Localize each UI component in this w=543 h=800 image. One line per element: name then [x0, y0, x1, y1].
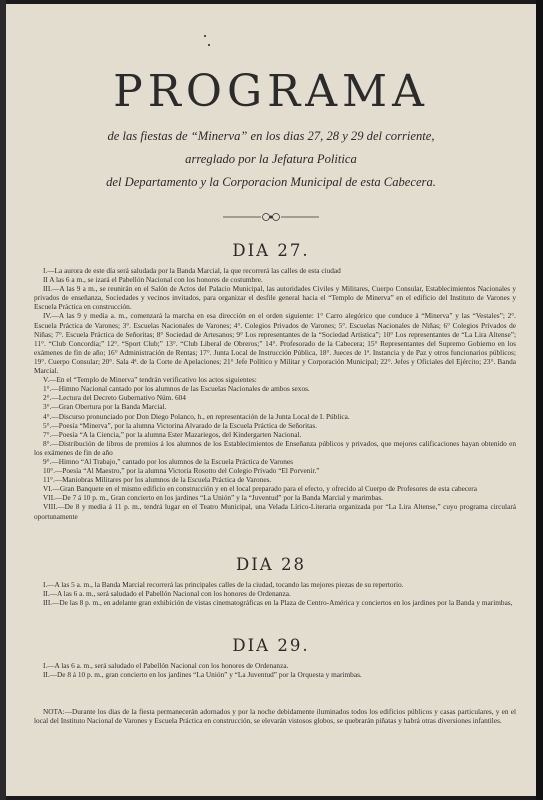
paragraph: 10°.—Poesía “Al Maestro,” por la alumna Victoria Rosotto del Colegio Privado “El Porvenir.”: [43, 466, 320, 476]
paragraph: IV.—A las 9 y media a. m., comenzará la marcha en esa dirección en el orden siguiente: 1° Carro alegórico que conduce á “Minerva” y las “Vestales”; 2°. Escuela Práctica de Varones; 3°. Escuelas Nacionales de Varones; 4°. Colegios Privados de Varones; 5°. Escuelas Nacionales de Niñas; 6° Colegios Privados de Niñas; 7°. Escuela Práctica de Señoritas; 8° Sociedad de Artesanos; 9° Los representantes de la “Sociedad Artística”; 10° Los representantes de “La Lira Altense”; 11°. “Club Concordia;” 12°. “Sport Club;” 13°. “Club Liberal de Obreros;” 14°. Profesorado de la Cabecera; 15° Representantes del Supremo Gobierno en los exámenes de fin de año; 16° Administración de Rentas; 17°. Junta Local de Instrucción Pública, 18°. Jueces de 1ª. Instancia y de Paz y otros funcionarios públicos; 19°. Cuerpo Consular; 20°. Sala 4ª. de la Corte de Apelaciones; 21° Jefe Político y Militar y Corporación Municipal; 22°. Jefes y Oficiales del Ejército; 23°. Banda Marcial.: [34, 311, 516, 376]
paragraph: 9°.—Himno “Al Trabajo,” cantado por los alumnos de la Escuela Práctica de Varones: [43, 456, 294, 466]
day-27-body: [34, 266, 516, 521]
paragraph: VII.—De 7 á 10 p. m., Gran concierto en los jardines “La Unión” y la “Juventud” por la Banda Marcial y marimbas.: [43, 493, 384, 503]
paragraph: 1°.—Himno Nacional cantado por los alumnos de las Escuelas Nacionales de ambos sexos.: [43, 384, 310, 394]
day-27-heading: DIA 27.: [232, 241, 310, 260]
paragraph: 3°.—Gran Obertura por la Banda Marcial.: [43, 402, 167, 412]
paragraph: II A las 6 a m., se izará el Pabellón Nacional con los honores de costumbre.: [43, 275, 263, 285]
paragraph: I.—A las 6 a. m., será saludado el Pabellón Nacional con los honores de Ordenanza.: [43, 661, 289, 670]
paragraph: II.—De 8 á 10 p. m., gran concierto en los jardines “La Unión” y “La Juventud” por la Orquesta y marimbas.: [43, 670, 362, 680]
day-29-heading: DIA 29.: [232, 636, 310, 655]
paragraph: I.—A las 5 a. m., la Banda Marcial recorrerá las principales calles de la ciudad, tocando las mejores piezas de su repertorio.: [43, 580, 404, 589]
document-title: PROGRAMA: [113, 66, 429, 117]
paragraph: V.—En el “Templo de Minerva” tendrán verificativo los actos siguientes:: [43, 375, 257, 385]
paragraph: 8°.—Distribución de libros de premios á los alumnos de los Establecimientos de Enseñanza públicos y privados, que mejores calificaciones hayan obtenido en los exámenes de fin de año: [34, 438, 516, 457]
paragraph: VI.—Gran Banquete en el mismo edificio en construcción y en el local preparado para el efecto, y ofrecido al Cuerpo de Profesores de esta cabecera: [43, 484, 477, 494]
speck: [204, 35, 206, 37]
scan-right-edge: [536, 0, 543, 800]
speck: [208, 44, 210, 46]
paragraph: VIII.—De 8 y media á 11 p. m., tendrá lugar en el Teatro Municipal, una Velada Lírico-Literaria organizada por “La Lira Altense,” cuyo programa circulará oportunamente: [34, 502, 516, 521]
footer-note: [34, 707, 516, 725]
paragraph: I.—La aurora de este día será saludada por la Banda Marcial, la que recorrerá las calles de esta ciudad: [43, 266, 341, 275]
paragraph: 7°.—Poesía “A la Ciencia,” por la alumna Ester Mazariegos, del Kindergarten Nacional.: [43, 429, 302, 439]
paragraph: 11°.—Maniobras Militares por los alumnos de la Escuela Práctica de Varones.: [43, 475, 272, 485]
ornament-divider: [221, 212, 321, 222]
paragraph: II.—A las 6 a. m., será saludado el Pabellón Nacional con los honores de Ordenanza.: [43, 589, 291, 599]
paragraph: III.—De las 8 p. m., en adelante gran exhibición de vistas cinematográficas en la Plaza de Centro-América y conciertos en los jardines por la Banda y marimbas,: [43, 598, 513, 608]
paragraph: 4°.—Discurso pronunciado por Don Diego Polanco, h., en representación de la Junta Local de I. Pública.: [43, 411, 350, 421]
document-page: [6, 4, 536, 796]
note-text: NOTA:—Durante los dias de la fiesta permanecerán adornados y por la noche debidamente iluminados todos los edificios públicos y casas particulares, y en el local del Instituto Nacional de Varones y Escuela Práctica en construcción, se elevarán vistosos globos, se quebrarán piñatas y habrá otras diversiones infantiles.: [34, 707, 516, 726]
day-29-body: [34, 661, 516, 679]
paragraph: 2°.—Lectura del Decreto Gubernativo Núm. 604: [43, 393, 186, 403]
paragraph: III.—A las 9 a m., se reunirán en el Salón de Actos del Palacio Municipal, las autoridades Civiles y Militares, Cuerpo Consular, Establecimientos Nacionales y privados de enseñanza, Sociedades y vecinos invitados, para organizar el desfile general hacia el “Templo de Minerva” en el edificio del Instituto de Varones y Escuela Práctica en construcción.: [34, 284, 516, 312]
subtitle-line-3: del Departamento y la Corporacion Municipal de esta Cabecera.: [106, 175, 436, 189]
day-28-heading: DIA 28: [236, 555, 306, 574]
day-28-body: [34, 580, 516, 607]
subtitle-line-1: de las fiestas de “Minerva” en los dias 27, 28 y 29 del corriente,: [107, 129, 435, 143]
paragraph: 5°.—Poesía “Minerva”, por la alumna Victorina Alvarado de la Escuela Práctica de Señoritas.: [43, 420, 318, 430]
subtitle-line-2: arreglado por la Jefatura Politica: [185, 152, 357, 166]
